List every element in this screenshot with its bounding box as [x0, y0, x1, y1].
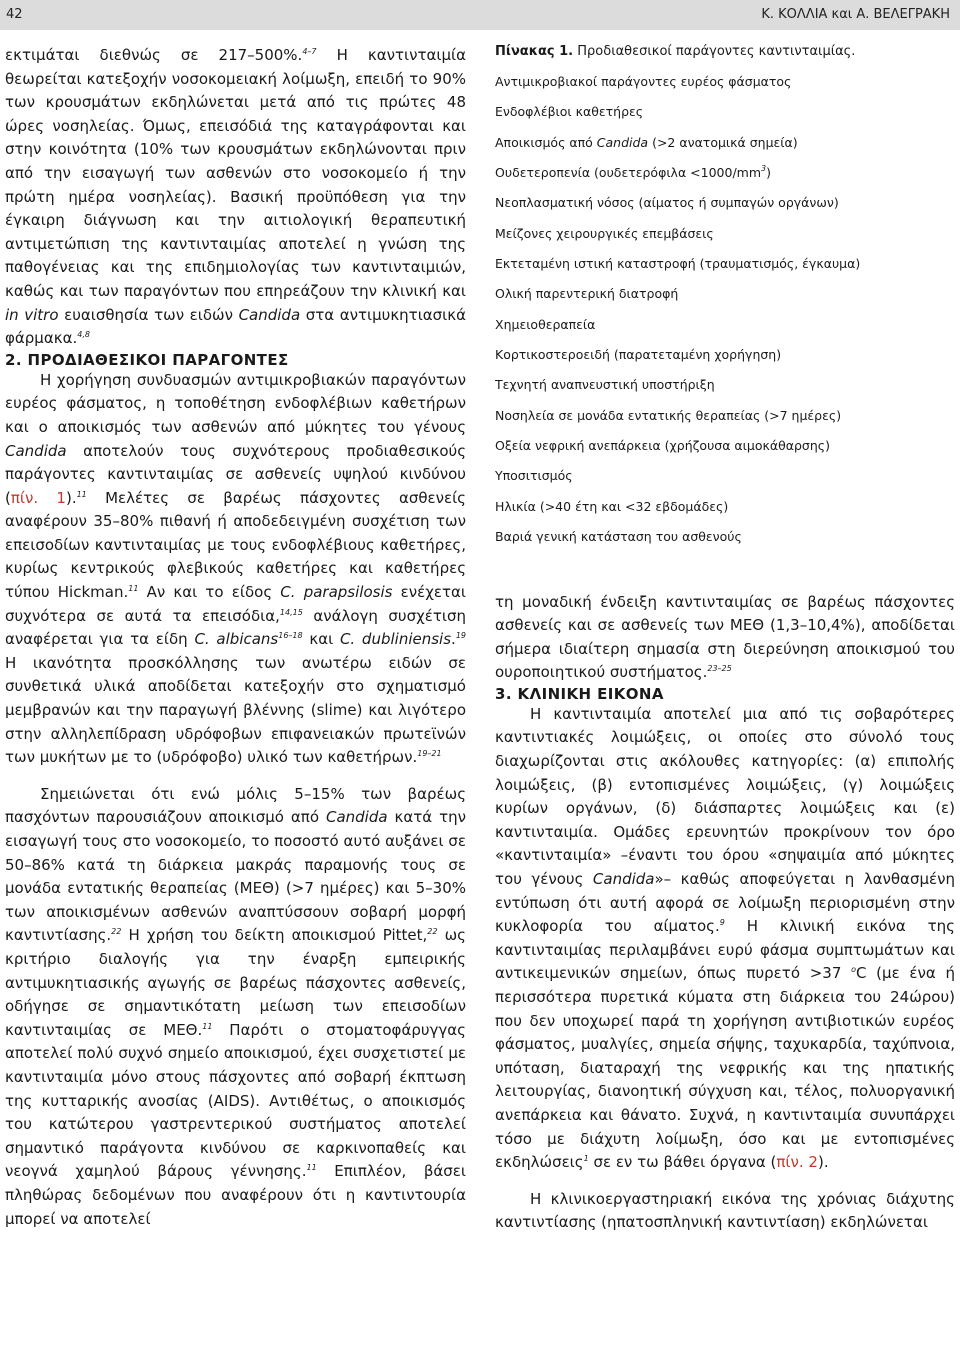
- table-row: Τεχνητή αναπνευστική υποστήριξη: [495, 377, 715, 393]
- table-row: Αντιμικροβιακοί παράγοντες ευρέος φάσματος: [495, 74, 792, 89]
- table-row: Ηλικία (>40 έτη και <32 εβδομάδες): [495, 498, 729, 514]
- table-1-title: Πίνακας 1. Προδιαθεσικοί παράγοντες καντινταιμίας.: [495, 44, 856, 59]
- table-row: Νοσηλεία σε μονάδα εντατικής θεραπείας (>7 ημέρες): [495, 407, 842, 423]
- table-reference-link[interactable]: πίν. 2: [776, 1153, 818, 1172]
- paragraph-chronic-candidiasis: Η κλινικοεργαστηριακή εικόνα της χρόνιας διάχυτης καντιντίασης (ηπατοσπληνική καντιντίαση) εκδηλώνεται: [495, 1189, 955, 1232]
- paragraph-predisposing-factors: Η χορήγηση συνδυασμών αντιμικροβιακών παραγόντων ευρέος φάσματος, η τοποθέτηση ενδοφλέβιων καθετήρων και ο αποικισμός των ασθενών από μύκητες του γένους Candida αποτελούν τους συχνότερους προδιαθεσικούς παράγοντες καντινταιμίας σε ασθενείς υψηλού κινδύνου (πίν. 1).$^{11}$ Μελέτες σε βαρέως πάσχοντες ασθενείς αναφέρουν 35–80% πιθανή ή αποδεδειγμένη συσχέτιση των επεισοδίων καντινταιμίας με τους ενδοφλέβιους καθετήρες, κυρίως κεντρικούς φλεβικούς καθετήρες και καθετήρες τύπου Hickman.$^{11}$ Αν και το είδος C. parapsilosis ενέχεται συχνότερα σε αυτά τα επεισόδια,$^{14,15}$ ανάλογη συσχέτιση αναφέρεται για τα είδη C. albicans$^{16-18}$ και C. dubliniensis.$^{19}$ Η ικανότητα προσκόλλησης των ανωτέρω ειδών σε συνθετικά υλικά αποδίδεται κατεξοχήν στο σχηματισμό μεμβρανών και την παραγωγή βλέννης (slime) και λιγότερο στην αλληλεπίδραση υδρόφοβων επιφανειακών πρωτεϊνών των μυκήτων με το (υδρόφοβο) υλικό των καθετήρων.$^{19-21}$: [5, 370, 466, 767]
- table-row: Νεοπλασματική νόσος (αίματος ή συμπαγών οργάνων): [495, 195, 839, 211]
- running-header: [0, 0, 960, 30]
- table-row: Χημειοθεραπεία: [495, 316, 596, 332]
- section-heading-clinical-picture: 3. ΚΛΙΝΙΚΗ ΕΙΚΟΝΑ: [495, 684, 664, 703]
- table-row: Ουδετεροπενία $(o\upsilon\delta\varepsilon\tau\varepsilon\rho ό\varphi\iota\lambda\alpha <1000/mm^3)$: [495, 164, 771, 181]
- table-row: Εκτεταμένη ιστική καταστροφή (τραυματισμός, έγκαυμα): [495, 256, 861, 272]
- paragraph-candiduria: τη μοναδική ένδειξη καντινταιμίας σε βαρέως πάσχοντες ασθενείς και σε ασθενείς των ΜΕΘ (1,3–10,4%), αποδίδεται σήμερα ιδιαίτερη σημασία στη διερεύνηση αποικισμού του ουροποιητικού συστήματος.$^{23-25}$: [495, 592, 955, 682]
- right-column: [495, 44, 955, 1235]
- table-reference-link[interactable]: πίν. 1: [10, 488, 66, 507]
- table-row: Αποικισμός από Candida (>2 ανατομικά σημεία): [495, 134, 798, 150]
- paragraph-intro-continued: εκτιμάται διεθνώς σε 217–500%.$^{4-7}$ Η καντινταιμία θεωρείται κατεξοχήν νοσοκομειακή λοίμωξη, επειδή το 90% των κρουσμάτων εκδηλώνεται μετά από τις πρώτες 48 ώρες νοσηλείας. Όμως, επεισόδιά της καταγράφονται και στην κοινότητα (10% των κρουσμάτων εκδηλώνονται πριν από την εισαγωγή των ασθενών στο νοσοκομείο ή την πρώτη ημέρα νοσηλείας). Βασική προϋπόθεση για την έγκαιρη διάγνωση και την αιτιολογική θεραπευτική αντιμετώπιση της καντινταιμίας αποτελεί η γνώση της παθογένειας και της επιδημιολογίας των καντινταιμιών, καθώς και των παραγόντων που επηρεάζουν την κλινική και in vitro ευαισθησία των ειδών Candida στα αντιμυκητιασικά φάρμακα.$^{4,8}$: [5, 46, 466, 348]
- section-heading-predisposing-factors: 2. ΠΡΟΔΙΑΘΕΣΙΚΟΙ ΠΑΡΑΓΟΝΤΕΣ: [5, 350, 289, 369]
- table-row: Υποσιτισμός: [495, 468, 573, 484]
- left-column: [5, 44, 466, 1231]
- table-row: Κορτικοστεροειδή (παρατεταμένη χορήγηση): [495, 347, 782, 363]
- table-row: Ενδοφλέβιοι καθετήρες: [495, 104, 644, 120]
- table-row: Ολική παρεντερική διατροφή: [495, 286, 679, 302]
- table-row: Βαριά γενική κατάσταση του ασθενούς: [495, 529, 742, 545]
- table-row: Οξεία νεφρική ανεπάρκεια (χρήζουσα αιμοκάθαρσης): [495, 438, 830, 454]
- paragraph-colonization: Σημειώνεται ότι ενώ μόλις 5–15% των βαρέως πασχόντων παρουσιάζουν αποικισμό από Candida κατά την εισαγωγή τους στο νοσοκομείο, το ποσοστό αυτό αυξάνει σε 50–86% κατά τη διάρκεια μακράς παραμονής τους σε μονάδα εντατικής θεραπείας (ΜΕΘ) (>7 ημέρες) και 5–30% των αποικισμένων ασθενών αναπτύσσουν σοβαρή μορφή καντιντίασης.$^{22}$ Η χρήση του δείκτη αποικισμού Pittet,$^{22}$ ως κριτήριο διαλογής για την έναρξη εμπειρικής αντιμυκητιασικής αγωγής σε βαρέως πάσχοντες ασθενείς, οδήγησε σε σημαντικότατη μείωση των επεισοδίων καντινταιμίας σε ΜΕΘ.$^{11}$ Παρότι ο στοματοφάρυγγας αποτελεί πολύ συχνό σημείο αποικισμού, έχει συσχετιστεί με καντινταιμία μόνο στους πάσχοντες από σοβαρή έκπτωση της κυτταρικής ανοσίας (AIDS). Αντιθέτως, ο αποικισμός του κατώτερου γαστρεντερικού συστήματος αποτελεί σημαντικό παράγοντα κινδύνου σε καρκινοπαθείς και νεογνά χαμηλού βάρους γέννησης.$^{11}$ Επιπλέον, βάσει πληθώρας δεδομένων που αναφέρουν ότι η καντιντουρία μπορεί να αποτελεί: [5, 784, 466, 1228]
- table-1-rows: [495, 71, 955, 557]
- running-head-authors: Κ. ΚΟΛΛΙΑ και Α. ΒΕΛΕΓΡΑΚΗ: [761, 7, 950, 22]
- paragraph-clinical-picture: Η καντινταιμία αποτελεί μια από τις σοβαρότερες καντιντιακές λοιμώξεις, οι οποίες στο σύνολό τους διαχωρίζονται στις ακόλουθες κατηγορίες: (α) επιπολής λοιμώξεις, (β) εντοπισμένες λοιμώξεις, (γ) λοιμώξεις κυρίων οργάνων, (δ) διάσπαρτες λοιμώξεις και (ε) καντινταιμία. Ομάδες ερευνητών προκρίνουν τον όρο «καντινταιμία» –έναντι του όρου «σηψαιμία από μύκητες του γένους Candida»– καθώς αποφεύγεται η λανθασμένη εντύπωση ότι αυτή αφορά σε λοίμωξη περιορισμένη στην κυκλοφορία του αίματος.$^9$ Η κλινική εικόνα της καντινταιμίας περιλαμβάνει ευρύ φάσμα συμπτωμάτων και αντικειμενικών σημείων, όπως πυρετό >37 $^o$C (με ένα ή περισσότερα πυρετικά κύματα στη διάρκεια του 24ώρου) που δεν υποχωρεί παρά τη χορήγηση αντιβιοτικών ευρέος φάσματος, μυαλγίες, σημεία σήψης, ταχυκαρδία, ταχύπνοια, υπόταση, διαταραχή της νεφρικής και της ηπατικής λειτουργίας, διανοητική σύγχυση και, τέλος, πολυοργανική ανεπάρκεια και θάνατο. Συχνά, η καντινταιμία συνυπάρχει τόσο με διάχυτη λοίμωξη, όσο και με εντοπισμένες εκδηλώσεις$^1$ σε εν τω βάθει όργανα (πίν. 2).: [495, 704, 955, 1172]
- page-number: 42: [6, 7, 23, 22]
- table-row: Μείζονες χειρουργικές επεμβάσεις: [495, 225, 714, 241]
